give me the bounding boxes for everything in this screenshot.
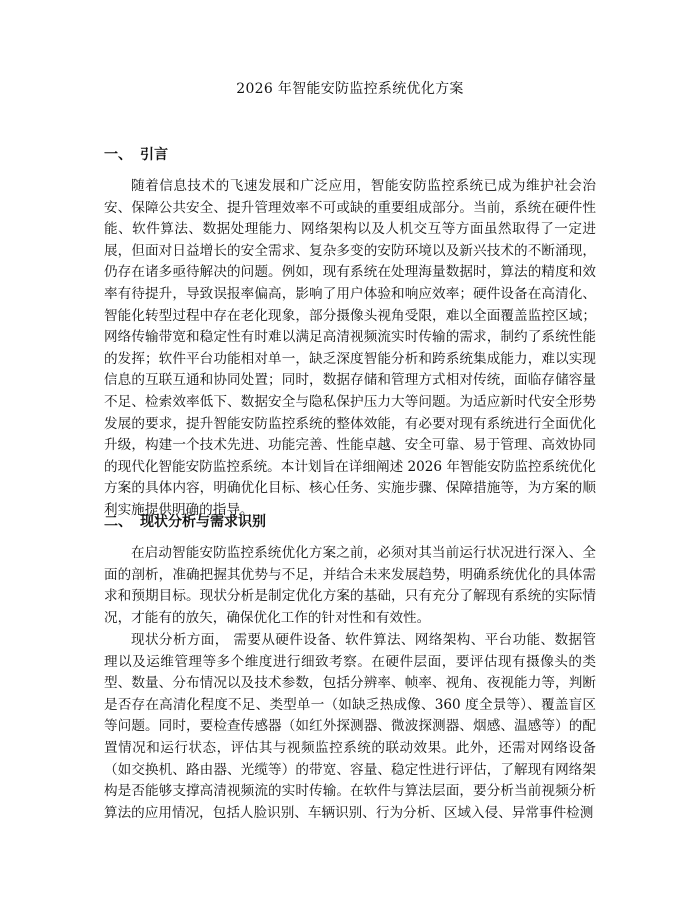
section-title: 引言 [140,147,168,163]
paragraph-status-overview: 在启动智能安防监控系统优化方案之前，必须对其当前运行状况进行深入、全面的剖析，准确把握其优势与不足，并结合未来发展趋势，明确系统优化的具体需求和预期目标。现状分析是制定优化方案的基础，只有充分了解现有系统的实际情况，才能有的放矢，确保优化工作的针对性和有效性。 [104,545,596,626]
section-title: 现状分析与需求识别 [140,514,266,530]
section-heading-status-analysis [104,512,266,532]
paragraph-status-details: 现状分析方面， 需要从硬件设备、软件算法、网络架构、平台功能、数据管理以及运维管理等多个维度进行细致考察。在硬件层面，要评估现有摄像头的类型、数量、分布情况以及技术参数，包括分辨率、帧率、视角、夜视能力等，判断是否存在高清化程度不足、类型单一（如缺乏热成像、360 度全景等）、覆盖盲区等问题。同时，要检查传感器（如红外探测器、微波探测器、烟感、温感等）的配置情况和运行状态，评估其与视频监控系统的联动效果。此外，还需对网络设备（如交换机、路由器、光缆等）的带宽、容量、稳定性进行评估，了解现有网络架构是否能够支撑高清视频流的实时传输。在软件与算法层面，要分析当前视频分析算法的应用情况，包括人脸识别、车辆识别、行为分析、区域入侵、异常事件检测 [104,632,596,821]
section-number: 二、 [104,514,132,530]
document-title: 2026 年智能安防监控系统优化方案 [236,81,464,97]
paragraph-introduction: 随着信息技术的飞速发展和广泛应用，智能安防监控系统已成为维护社会治安、保障公共安全、提升管理效率不可或缺的重要组成部分。当前，系统在硬件性能、软件算法、数据处理能力、网络架构以及人机交互等方面虽然取得了一定进展，但面对日益增长的安全需求、复杂多变的安防环境以及新兴技术的不断涌现，仍存在诸多亟待解决的问题。例如，现有系统在处理海量数据时，算法的精度和效率有待提升，导致误报率偏高，影响了用户体验和响应效率；硬件设备在高清化、智能化转型过程中存在老化现象，部分摄像头视角受限，难以全面覆盖监控区域；网络传输带宽和稳定性有时难以满足高清视频流实时传输的需求，制约了系统性能的发挥；软件平台功能相对单一，缺乏深度智能分析和跨系统集成能力，难以实现信息的互联互通和协同处置；同时，数据存储和管理方式相对传统，面临存储容量不足、检索效率低下、数据安全与隐私保护压力大等问题。为适应新时代安全形势发展的要求，提升智能安防监控系统的整体效能，有必要对现有系统进行全面优化升级，构建一个技术先进、功能完善、性能卓越、安全可靠、易于管理、高效协同的现代化智能安防监控系统。本计划旨在详细阐述 2026 年智能安防监控系统优化方案的具体内容，明确优化目标、核心任务、实施步骤、保障措施等，为方案的顺利实施提供明确的指导。 [104,178,596,518]
section-number: 一、 [104,147,132,163]
section-heading-introduction [104,145,168,165]
